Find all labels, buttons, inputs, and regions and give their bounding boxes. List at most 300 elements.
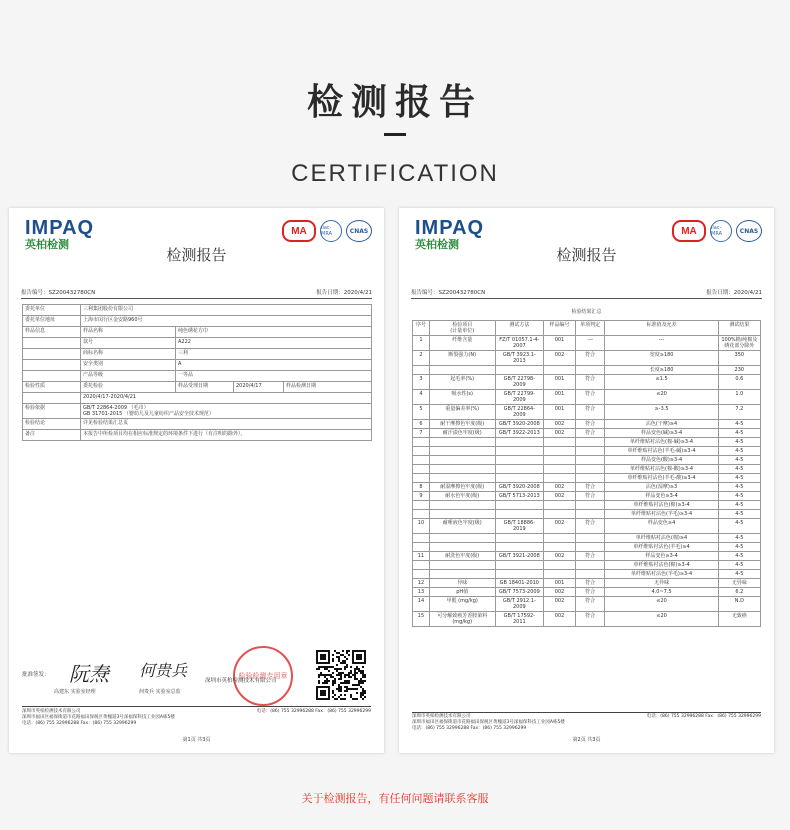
summary-cell: 001 xyxy=(544,375,576,390)
summary-cell xyxy=(429,438,495,447)
summary-cell: 002 xyxy=(544,429,576,438)
summary-cell xyxy=(413,570,430,579)
info-label xyxy=(23,338,81,349)
summary-cell: 耐洗色牢度(级) xyxy=(429,552,495,561)
info-label: 委托单位地址 xyxy=(23,316,81,327)
summary-cell: 4-5 xyxy=(718,456,760,465)
info-row xyxy=(23,305,372,316)
approver-signature: 阮焘 xyxy=(69,662,109,686)
summary-cell: 0.6 xyxy=(718,375,760,390)
empty-cell xyxy=(23,393,81,404)
summary-cell xyxy=(495,501,544,510)
summary-cell: 单纤维贴衬沾色(羊毛)≥3-4 xyxy=(605,570,718,579)
summary-cell: 耐干摩擦色牢度(级) xyxy=(429,420,495,429)
summary-cell xyxy=(413,561,430,570)
summary-cell xyxy=(544,474,576,483)
info-sublabel: 产品等级 xyxy=(81,371,176,382)
summary-cell: 4-5 xyxy=(718,501,760,510)
summary-cell: 异味 xyxy=(429,579,495,588)
summary-cell xyxy=(495,534,544,543)
summary-cell: GB/T 22864-2009 xyxy=(495,405,544,420)
info-row xyxy=(23,327,372,338)
summary-row xyxy=(413,366,761,375)
summary-cell: 002 xyxy=(544,519,576,534)
summary-cell: 纤维含量 xyxy=(429,336,495,351)
summary-cell: 9 xyxy=(413,492,430,501)
summary-cell xyxy=(544,534,576,543)
summary-cell: 4-5 xyxy=(718,519,760,534)
summary-cell: 沾色(湿摩)≥3 xyxy=(605,483,718,492)
summary-cell xyxy=(413,465,430,474)
summary-cell xyxy=(429,366,495,375)
info-row xyxy=(23,371,372,382)
summary-cell xyxy=(429,456,495,465)
summary-cell xyxy=(495,570,544,579)
summary-cell: ≤20 xyxy=(605,612,718,627)
summary-cell: 符合 xyxy=(575,519,605,534)
sign-label: 批准签发： xyxy=(22,672,50,678)
summary-cell: 符合 xyxy=(575,483,605,492)
summary-cell: 吸水性(s) xyxy=(429,390,495,405)
summary-cell: 单纤维贴衬沾色(羊毛-碱)≥3-4 xyxy=(605,447,718,456)
summary-cell: 350 xyxy=(718,351,760,366)
summary-row xyxy=(413,561,761,570)
summary-cell: 耐汗渍色牢度(级) xyxy=(429,429,495,438)
summary-cell xyxy=(413,447,430,456)
info-sublabel: 款号 xyxy=(81,338,176,349)
receive-type: 委托检验 xyxy=(81,382,176,393)
summary-cell xyxy=(413,456,430,465)
info-row-conclusion xyxy=(23,419,372,430)
receive-test_label: 样品检测日期 xyxy=(284,382,372,393)
summary-cell: ≤1.5 xyxy=(605,375,718,390)
summary-cell: 单纤维贴衬沾色(棉-酸)≥3-4 xyxy=(605,465,718,474)
footer-left: 深圳市英柏检测技术有限公司 深圳市福田区福保街道市花路福田保税区黄槐道3号深福保科技工业园A栋5楼 电话：(86) 755 32996288 Fax：(86) 755 32996299 xyxy=(412,714,565,731)
info-row xyxy=(23,316,372,327)
info-row xyxy=(23,338,372,349)
summary-cell: 001 xyxy=(544,405,576,420)
summary-header-cell: 检验项目 (计量单位) xyxy=(429,321,495,336)
logo-text-cn: 英柏检测 xyxy=(25,238,69,251)
cma-mark-icon: MA xyxy=(282,220,316,242)
info-row xyxy=(23,349,372,360)
summary-row xyxy=(413,543,761,552)
info-label: 委托单位 xyxy=(23,305,81,316)
summary-cell xyxy=(544,543,576,552)
summary-cell: GB/T 3920-2008 xyxy=(495,420,544,429)
summary-cell xyxy=(575,570,605,579)
report-title: 检测报告 xyxy=(556,246,617,264)
summary-cell: 符合 xyxy=(575,588,605,597)
summary-cell: 4-5 xyxy=(718,429,760,438)
summary-cell: 宽度≥180 xyxy=(605,351,718,366)
summary-cell xyxy=(429,447,495,456)
summary-cell: GB/T 3921-2008 xyxy=(495,552,544,561)
summary-table xyxy=(412,320,761,627)
report-title: 检测报告 xyxy=(166,246,227,264)
footer-right: 电话：(86) 755 32996288 Fax：(86) 755 32996299 xyxy=(646,714,761,719)
summary-cell: 重量偏差率(%) xyxy=(429,405,495,420)
summary-cell: 单纤维贴衬沾色(棉)≥4 xyxy=(605,534,718,543)
summary-cell: 7.2 xyxy=(718,405,760,420)
receive-test-date: 2020/4/17-2020/4/21 xyxy=(81,393,372,404)
summary-cell: GB/T 3922-2013 xyxy=(495,429,544,438)
summary-cell xyxy=(575,510,605,519)
footer-divider xyxy=(22,706,371,707)
summary-cell: 样品变色≥4 xyxy=(605,519,718,534)
summary-cell: pH值 xyxy=(429,588,495,597)
info-row-receive xyxy=(23,382,372,393)
summary-cell: 样品变色≥3-4 xyxy=(605,552,718,561)
summary-cell: 单纤维贴衬沾色(羊毛)≥3-4 xyxy=(605,510,718,519)
summary-cell xyxy=(413,474,430,483)
info-sublabel: 安全类别 xyxy=(81,360,176,371)
summary-cell: 4-5 xyxy=(718,492,760,501)
summary-cell: 4-5 xyxy=(718,552,760,561)
summary-cell: 单纤维贴衬沾色(棉-碱)≥3-4 xyxy=(605,438,718,447)
summary-row xyxy=(413,579,761,588)
summary-cell: 8 xyxy=(413,483,430,492)
summary-cell: 符合 xyxy=(575,552,605,561)
info-row xyxy=(23,360,372,371)
logo-text-en: IMPAQ xyxy=(415,217,485,239)
summary-cell: N.D xyxy=(718,597,760,612)
info-row-basis xyxy=(23,404,372,419)
report-number: 报告编号：SZ200432780CN xyxy=(21,290,96,296)
info-label: 备注 xyxy=(23,430,81,441)
summary-row xyxy=(413,519,761,534)
summary-cell: 001 xyxy=(544,390,576,405)
report-meta xyxy=(21,288,372,299)
summary-cell: 符合 xyxy=(575,420,605,429)
summary-cell: FZ/T 01057.1-4-2007 xyxy=(495,336,544,351)
summary-cell: 无致癌 xyxy=(718,612,760,627)
summary-cell: 12 xyxy=(413,579,430,588)
summary-cell: 单纤维贴衬沾色(羊毛)≥4 xyxy=(605,543,718,552)
receive-label: 检验性质 xyxy=(23,382,81,393)
summary-row xyxy=(413,447,761,456)
summary-cell: 10 xyxy=(413,519,430,534)
info-value: 上海市闵行区金安路960号 xyxy=(81,316,372,327)
summary-row xyxy=(413,405,761,420)
summary-row xyxy=(413,483,761,492)
summary-cell: 4 xyxy=(413,390,430,405)
summary-cell: ≥-3.5 xyxy=(605,405,718,420)
summary-header-cell: 单项判定 xyxy=(575,321,605,336)
summary-cell: 4-5 xyxy=(718,420,760,429)
info-label xyxy=(23,360,81,371)
certification-marks xyxy=(672,220,762,242)
info-value: A xyxy=(176,360,372,371)
cnas-mark-icon: CNAS xyxy=(736,220,762,242)
summary-cell: 4-5 xyxy=(718,510,760,519)
summary-row xyxy=(413,612,761,627)
header-title: 检测报告 xyxy=(306,82,483,123)
summary-cell: 沾色(干摩)≥4 xyxy=(605,420,718,429)
summary-row xyxy=(413,390,761,405)
info-value: 三利集团股份有限公司 xyxy=(81,305,372,316)
summary-cell xyxy=(495,510,544,519)
qr-code-icon xyxy=(316,650,366,700)
summary-cell xyxy=(544,510,576,519)
summary-cell: 4-5 xyxy=(718,561,760,570)
summary-header-cell: 标准值及允差 xyxy=(605,321,718,336)
summary-cell: 样品变色≥3-4 xyxy=(605,492,718,501)
summary-cell: 3 xyxy=(413,375,430,390)
summary-cell xyxy=(495,474,544,483)
summary-cell: 可分解致癌芳香胺染料 (mg/kg) xyxy=(429,612,495,627)
receive-recv_label: 样品受理日期 xyxy=(176,382,234,393)
summary-header-cell: 测试结果 xyxy=(718,321,760,336)
summary-cell: 100%棉/纯棉及绣花部分除外 xyxy=(718,336,760,351)
summary-cell xyxy=(495,438,544,447)
summary-cell: 14 xyxy=(413,597,430,612)
summary-cell: --- xyxy=(575,336,605,351)
summary-cell: GB/T 3920-2008 xyxy=(495,483,544,492)
report-page-1 xyxy=(9,208,384,753)
summary-cell: 4-5 xyxy=(718,465,760,474)
summary-cell xyxy=(575,366,605,375)
summary-cell: 符合 xyxy=(575,579,605,588)
summary-cell: 4-5 xyxy=(718,543,760,552)
summary-cell xyxy=(544,456,576,465)
summary-cell: 001 xyxy=(544,579,576,588)
ilac-mark-icon: ilac-MRA xyxy=(710,220,732,242)
summary-cell: GB/T 7573-2009 xyxy=(495,588,544,597)
summary-cell xyxy=(429,561,495,570)
report-date: 报告日期：2020/4/21 xyxy=(316,290,372,296)
summary-row xyxy=(413,534,761,543)
summary-row xyxy=(413,438,761,447)
summary-cell xyxy=(413,501,430,510)
summary-cell xyxy=(544,447,576,456)
summary-cell: 15 xyxy=(413,612,430,627)
summary-row xyxy=(413,375,761,390)
cnas-mark-icon: CNAS xyxy=(346,220,372,242)
customer-service-note: 关于检测报告，有任何问题请联系客服 xyxy=(301,792,489,805)
summary-cell: ≤20 xyxy=(605,597,718,612)
summary-cell xyxy=(575,534,605,543)
summary-cell: 002 xyxy=(544,492,576,501)
summary-cell: 4-5 xyxy=(718,570,760,579)
summary-row xyxy=(413,429,761,438)
summary-row xyxy=(413,336,761,351)
summary-row xyxy=(413,492,761,501)
summary-cell: 单纤维贴衬沾色(棉)≥3-4 xyxy=(605,501,718,510)
summary-cell: 符合 xyxy=(575,597,605,612)
summary-cell xyxy=(495,456,544,465)
summary-row xyxy=(413,501,761,510)
info-value-conclusion: 详见检验结果汇总页 xyxy=(81,419,372,430)
summary-cell xyxy=(544,465,576,474)
summary-cell: 单纤维贴衬沾色(羊毛-酸)≥3-4 xyxy=(605,474,718,483)
summary-row xyxy=(413,456,761,465)
summary-cell xyxy=(575,501,605,510)
summary-cell: 230 xyxy=(718,366,760,375)
footer-divider xyxy=(412,712,761,713)
summary-cell: 耐唾液色牢度(级) xyxy=(429,519,495,534)
stamp-text: 检验检测专用章 xyxy=(238,672,288,680)
summary-title: 检验结果汇总 xyxy=(571,309,602,315)
summary-cell xyxy=(544,438,576,447)
report-info-table xyxy=(22,304,372,441)
report-page-2 xyxy=(399,208,774,753)
footer-left: 深圳市英柏检测技术有限公司 深圳市福田区福保街道市花路福田保税区黄槐道3号深福保科技工业园A栋5楼 电话：(86) 755 32996288 Fax：(86) 755 32996299 xyxy=(22,709,175,726)
summary-cell xyxy=(429,474,495,483)
info-value-basis: GB/T 22864-2009 （毛巾） GB 31701-2015 （婴幼儿及儿童纺织产品安全技术规范） xyxy=(81,404,372,419)
summary-cell: 符合 xyxy=(575,429,605,438)
summary-cell xyxy=(495,366,544,375)
certification-marks xyxy=(282,220,372,242)
summary-row xyxy=(413,351,761,366)
summary-cell: GB/T 2912.1-2009 xyxy=(495,597,544,612)
summary-cell: GB/T 3923.1-2013 xyxy=(495,351,544,366)
summary-cell: 断裂强力(N) xyxy=(429,351,495,366)
summary-cell xyxy=(429,543,495,552)
summary-cell xyxy=(495,543,544,552)
page-number: 第1页 共3页 xyxy=(182,737,211,743)
summary-cell: GB/T 22799-2009 xyxy=(495,390,544,405)
summary-cell: 耐湿摩擦色牢度(级) xyxy=(429,483,495,492)
summary-cell xyxy=(413,510,430,519)
summary-cell xyxy=(495,447,544,456)
summary-cell xyxy=(575,465,605,474)
summary-cell: 起毛率(%) xyxy=(429,375,495,390)
summary-cell: 甲醛 (mg/kg) xyxy=(429,597,495,612)
summary-row xyxy=(413,597,761,612)
info-label xyxy=(23,349,81,360)
summary-cell: 单纤维贴衬沾色(棉)≥3-4 xyxy=(605,561,718,570)
checker-title: 何贵兵 实验室总监 xyxy=(139,689,181,695)
summary-cell xyxy=(429,465,495,474)
summary-cell: 符合 xyxy=(575,351,605,366)
summary-cell: 符合 xyxy=(575,612,605,627)
info-label: 样品信息 xyxy=(23,327,81,338)
checker-signature: 何贵兵 xyxy=(139,661,188,680)
cma-mark-icon: MA xyxy=(672,220,706,242)
summary-cell xyxy=(495,561,544,570)
summary-cell xyxy=(575,447,605,456)
summary-cell: 5 xyxy=(413,405,430,420)
summary-cell: 1 xyxy=(413,336,430,351)
summary-row xyxy=(413,570,761,579)
summary-cell: 符合 xyxy=(575,405,605,420)
summary-cell: 符合 xyxy=(575,375,605,390)
summary-cell: 4.0~7.5 xyxy=(605,588,718,597)
summary-cell: 002 xyxy=(544,483,576,492)
info-value: 一等品 xyxy=(176,371,372,382)
summary-cell: 6.2 xyxy=(718,588,760,597)
summary-row xyxy=(413,465,761,474)
summary-cell: 4-5 xyxy=(718,483,760,492)
report-meta xyxy=(411,288,762,299)
summary-cell xyxy=(429,501,495,510)
summary-cell xyxy=(413,534,430,543)
report-date: 报告日期：2020/4/21 xyxy=(706,290,762,296)
summary-row xyxy=(413,552,761,561)
summary-cell: 长度≥180 xyxy=(605,366,718,375)
summary-cell xyxy=(429,534,495,543)
logo-text-en: IMPAQ xyxy=(25,217,95,239)
summary-cell: 001 xyxy=(544,336,576,351)
summary-cell: 无异味 xyxy=(718,579,760,588)
company-name: 深圳市英柏检测技术有限公司 xyxy=(205,678,277,684)
summary-cell: 符合 xyxy=(575,492,605,501)
header-divider xyxy=(384,133,406,136)
summary-cell: GB 18401-2010 xyxy=(495,579,544,588)
summary-cell xyxy=(544,561,576,570)
report-number: 报告编号：SZ200432780CN xyxy=(411,290,486,296)
summary-header-cell: 样品编号 xyxy=(544,321,576,336)
summary-row xyxy=(413,510,761,519)
summary-cell xyxy=(544,366,576,375)
summary-cell xyxy=(413,366,430,375)
summary-cell: 13 xyxy=(413,588,430,597)
summary-cell xyxy=(429,510,495,519)
summary-cell: --- xyxy=(605,336,718,351)
info-value: 三利 xyxy=(176,349,372,360)
summary-cell xyxy=(495,465,544,474)
summary-cell xyxy=(575,438,605,447)
info-sublabel: 样品名称 xyxy=(81,327,176,338)
summary-cell xyxy=(429,570,495,579)
info-value-remark: 本报告中所检项目均在相应标准规定的环境条件下进行（有注明的除外）。 xyxy=(81,430,372,441)
approver-title: 高建东 实验室经理 xyxy=(54,689,96,695)
summary-header-cell: 序号 xyxy=(413,321,430,336)
summary-row xyxy=(413,420,761,429)
summary-cell: 002 xyxy=(544,552,576,561)
summary-row xyxy=(413,474,761,483)
summary-cell: 1.0 xyxy=(718,390,760,405)
summary-row xyxy=(413,588,761,597)
summary-cell xyxy=(413,543,430,552)
summary-cell: 无异味 xyxy=(605,579,718,588)
info-label xyxy=(23,371,81,382)
summary-cell xyxy=(575,474,605,483)
summary-cell: GB/T 5713-2013 xyxy=(495,492,544,501)
summary-cell: 002 xyxy=(544,588,576,597)
summary-cell: 002 xyxy=(544,597,576,612)
summary-cell: 002 xyxy=(544,612,576,627)
summary-cell: 样品变色(碱)≥3-4 xyxy=(605,429,718,438)
info-value: 纯色绣花方巾 xyxy=(176,327,372,338)
summary-cell: 6 xyxy=(413,420,430,429)
summary-cell: 002 xyxy=(544,420,576,429)
summary-cell: GB/T 22798-2009 xyxy=(495,375,544,390)
summary-cell xyxy=(575,543,605,552)
summary-cell: 2 xyxy=(413,351,430,366)
summary-cell: 4-5 xyxy=(718,474,760,483)
page-number: 第2页 共3页 xyxy=(572,737,601,743)
ilac-mark-icon: ilac-MRA xyxy=(320,220,342,242)
logo-text-cn: 英柏检测 xyxy=(415,238,459,251)
info-row-testdate xyxy=(23,393,372,404)
summary-cell: ≤20 xyxy=(605,390,718,405)
receive-recv_date: 2020/4/17 xyxy=(234,382,284,393)
summary-cell: 符合 xyxy=(575,390,605,405)
summary-cell: 4-5 xyxy=(718,447,760,456)
header-subtitle: CERTIFICATION xyxy=(291,160,499,187)
summary-cell: 7 xyxy=(413,429,430,438)
info-label: 检验依据 xyxy=(23,404,81,419)
summary-cell xyxy=(575,561,605,570)
info-value: A222 xyxy=(176,338,372,349)
summary-cell xyxy=(413,438,430,447)
summary-cell: GB/T 17592-2011 xyxy=(495,612,544,627)
info-sublabel: 商标名称 xyxy=(81,349,176,360)
summary-cell xyxy=(575,456,605,465)
summary-cell: GB/T 18886-2019 xyxy=(495,519,544,534)
